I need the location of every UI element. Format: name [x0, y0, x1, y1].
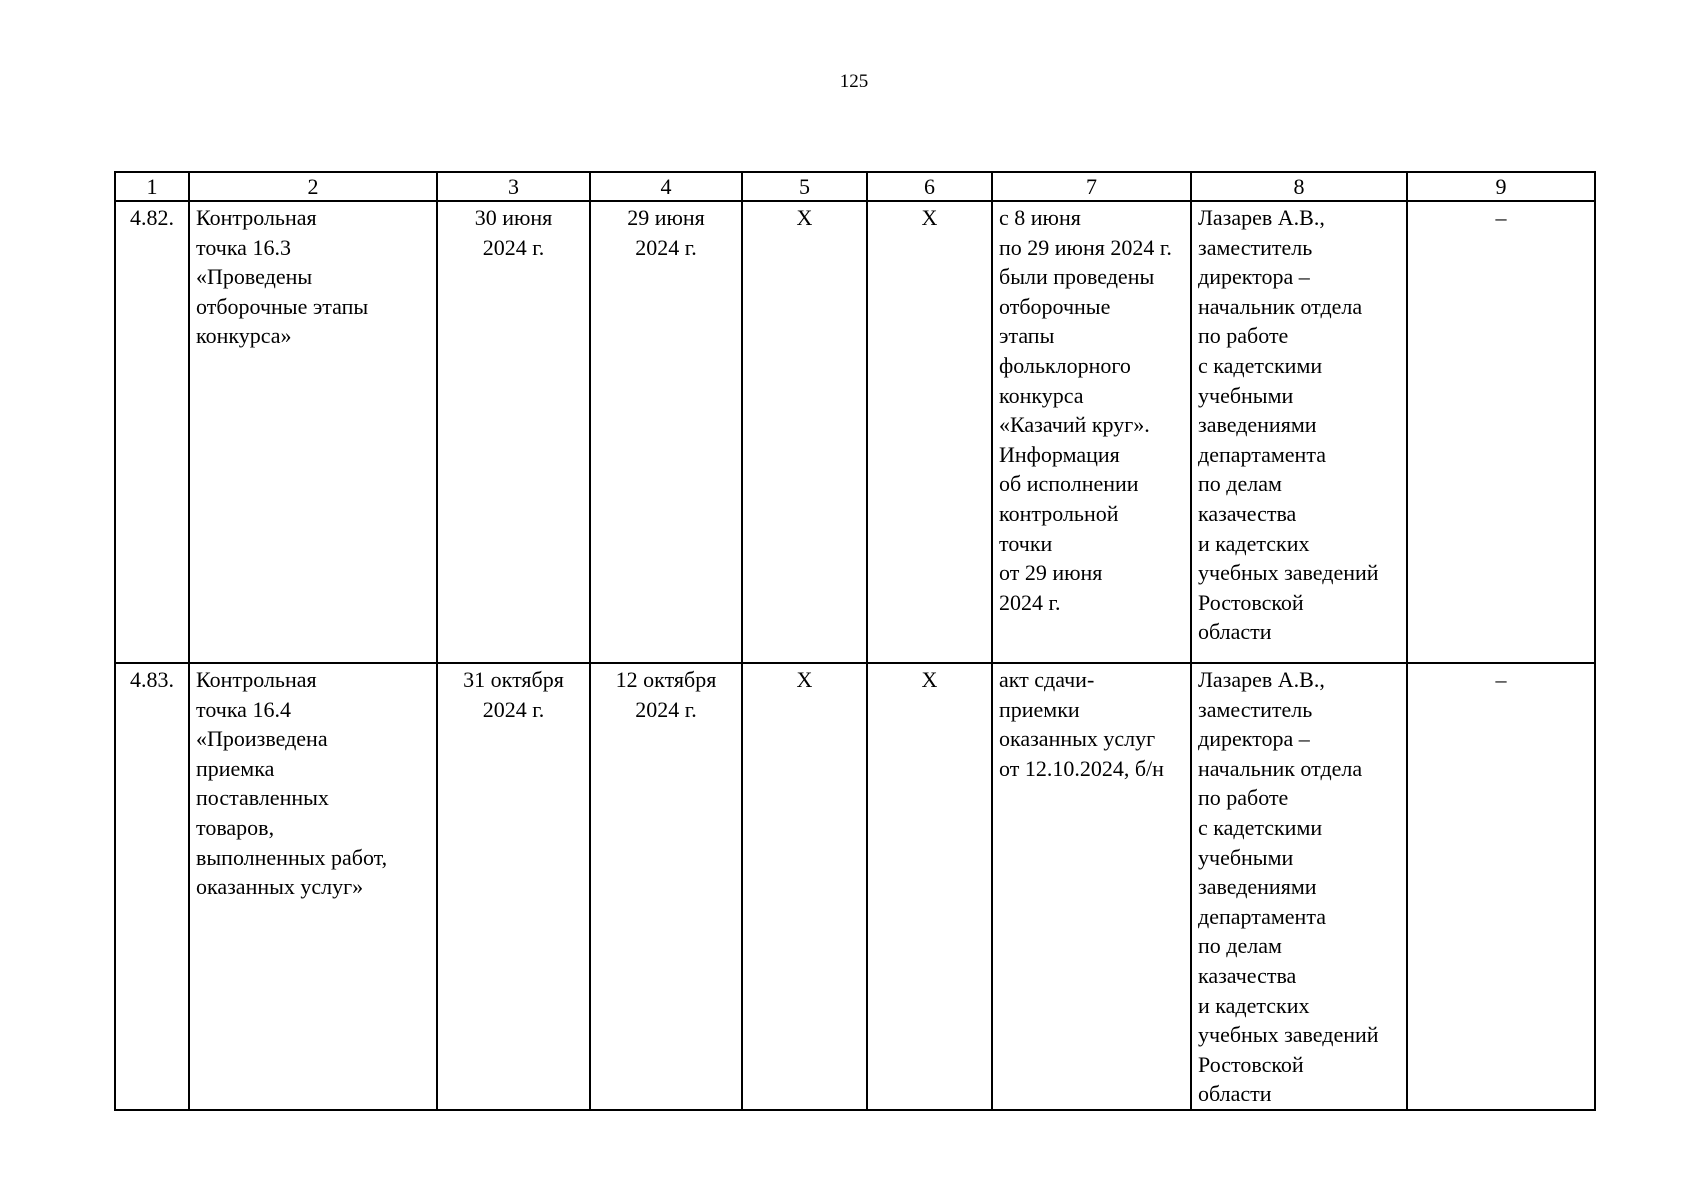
- text-line: «Произведена: [196, 726, 328, 752]
- text-line: директора –: [1198, 726, 1310, 752]
- col9-cell: [1407, 663, 1595, 1110]
- text-line: товаров,: [196, 814, 275, 840]
- header-col-6: 6: [867, 172, 992, 201]
- row-number-cell: [115, 201, 189, 663]
- text-line: отборочные: [999, 293, 1111, 319]
- col9-value: –: [1495, 667, 1507, 692]
- text-line: учебных заведений: [1198, 1022, 1379, 1048]
- header-col-2: 2: [189, 172, 437, 201]
- text-line: точки: [999, 530, 1053, 556]
- checkpoint-name-cell: [189, 663, 437, 1110]
- text-line: заведениями: [1198, 874, 1317, 900]
- text-line: и кадетских: [1198, 992, 1310, 1018]
- text-line: области: [1198, 619, 1272, 645]
- text-line: 30 июня: [474, 205, 553, 230]
- text-line: с кадетскими: [1198, 352, 1323, 378]
- responsible-person: [1192, 202, 1406, 647]
- text-line: по работе: [1198, 323, 1289, 349]
- text-line: по делам: [1198, 471, 1282, 497]
- text-line: Лазарев А.В.,: [1198, 667, 1325, 692]
- checkpoint-name-cell: [189, 201, 437, 663]
- text-line: акт сдачи-: [999, 667, 1095, 692]
- header-col-5: 5: [742, 172, 867, 201]
- col6-value: Х: [921, 205, 938, 230]
- text-line: по работе: [1198, 785, 1289, 811]
- table-row: [115, 201, 1595, 663]
- row-number: 4.83.: [130, 667, 174, 692]
- checkpoint-name: [190, 202, 436, 351]
- text-line: 2024 г.: [482, 234, 545, 260]
- text-line: учебными: [1198, 382, 1294, 408]
- fact-date: [591, 664, 741, 724]
- page-number: 125: [839, 71, 869, 92]
- fact-date-cell: [590, 663, 742, 1110]
- text-line: по делам: [1198, 933, 1282, 959]
- text-line: и кадетских: [1198, 530, 1310, 556]
- text-line: 2024 г.: [635, 696, 697, 722]
- text-line: области: [1198, 1081, 1272, 1107]
- text-line: точка 16.4: [196, 696, 291, 722]
- text-line: 12 октября: [615, 667, 717, 692]
- header-row: [115, 172, 1595, 201]
- text-line: приемки: [999, 696, 1080, 722]
- checkpoint-name: [190, 664, 436, 902]
- text-line: казачества: [1198, 500, 1297, 526]
- text-line: Ростовской: [1198, 1051, 1304, 1077]
- text-line: от 29 июня: [999, 560, 1103, 586]
- info-cell: [992, 201, 1191, 663]
- text-line: 2024 г.: [635, 234, 697, 260]
- text-line: конкурса: [999, 382, 1084, 408]
- text-line: «Казачий круг».: [999, 412, 1150, 438]
- text-line: поставленных: [196, 785, 329, 811]
- text-line: департамента: [1198, 441, 1326, 467]
- execution-info: [993, 202, 1190, 617]
- header-col-7: 7: [992, 172, 1191, 201]
- col5-value: Х: [796, 205, 813, 230]
- info-cell: [992, 663, 1191, 1110]
- plan-date-cell: [437, 201, 590, 663]
- text-line: «Проведены: [196, 264, 313, 290]
- col6-value: Х: [921, 667, 938, 692]
- header-col-1: 1: [115, 172, 189, 201]
- responsible-person: [1192, 664, 1406, 1109]
- text-line: выполненных работ,: [196, 844, 388, 870]
- text-line: Ростовской: [1198, 589, 1304, 615]
- header-col-8: 8: [1191, 172, 1407, 201]
- col6-cell: [867, 663, 992, 1110]
- text-line: отборочные этапы: [196, 293, 369, 319]
- col5-cell: [742, 663, 867, 1110]
- col9-cell: [1407, 201, 1595, 663]
- text-line: казачества: [1198, 962, 1297, 988]
- text-line: приемка: [196, 755, 275, 781]
- text-line: Лазарев А.В.,: [1198, 205, 1325, 230]
- text-line: с 8 июня: [999, 205, 1081, 230]
- text-line: от 12.10.2024, б/н: [999, 755, 1164, 781]
- text-line: Информация: [999, 441, 1120, 467]
- table-row: [115, 663, 1595, 1110]
- text-line: точка 16.3: [196, 234, 291, 260]
- text-line: 2024 г.: [482, 696, 545, 722]
- col9-value: –: [1495, 205, 1507, 230]
- text-line: учебных заведений: [1198, 560, 1379, 586]
- text-line: заместитель: [1198, 696, 1313, 722]
- text-line: оказанных услуг»: [196, 874, 364, 900]
- col6-cell: [867, 201, 992, 663]
- col5-value: Х: [796, 667, 813, 692]
- text-line: об исполнении: [999, 471, 1139, 497]
- plan-date: [438, 664, 589, 724]
- text-line: заведениями: [1198, 412, 1317, 438]
- header-col-3: 3: [437, 172, 590, 201]
- row-number: 4.82.: [130, 205, 174, 230]
- text-line: Контрольная: [196, 205, 317, 230]
- text-line: начальник отдела: [1198, 293, 1363, 319]
- execution-info: [993, 664, 1190, 783]
- header-col-9: 9: [1407, 172, 1595, 201]
- text-line: по 29 июня 2024 г.: [999, 234, 1172, 260]
- text-line: директора –: [1198, 264, 1310, 290]
- fact-date: [591, 202, 741, 262]
- text-line: 31 октября: [463, 667, 564, 692]
- plan-date-cell: [437, 663, 590, 1110]
- responsible-cell: [1191, 201, 1407, 663]
- text-line: конкурса»: [196, 323, 292, 349]
- fact-date-cell: [590, 201, 742, 663]
- text-line: департамента: [1198, 903, 1326, 929]
- col5-cell: [742, 201, 867, 663]
- text-line: учебными: [1198, 844, 1294, 870]
- text-line: 2024 г.: [999, 589, 1061, 615]
- text-line: контрольной: [999, 500, 1119, 526]
- text-line: 29 июня: [627, 205, 705, 230]
- text-line: были проведены: [999, 264, 1155, 290]
- text-line: начальник отдела: [1198, 755, 1363, 781]
- text-line: с кадетскими: [1198, 814, 1323, 840]
- header-col-4: 4: [590, 172, 742, 201]
- report-table: [114, 171, 1596, 1111]
- row-number-cell: [115, 663, 189, 1110]
- responsible-cell: [1191, 663, 1407, 1110]
- plan-date: [438, 202, 589, 262]
- text-line: Контрольная: [196, 667, 317, 692]
- text-line: фольклорного: [999, 352, 1131, 378]
- text-line: заместитель: [1198, 234, 1313, 260]
- text-line: оказанных услуг: [999, 726, 1156, 752]
- text-line: этапы: [999, 323, 1055, 349]
